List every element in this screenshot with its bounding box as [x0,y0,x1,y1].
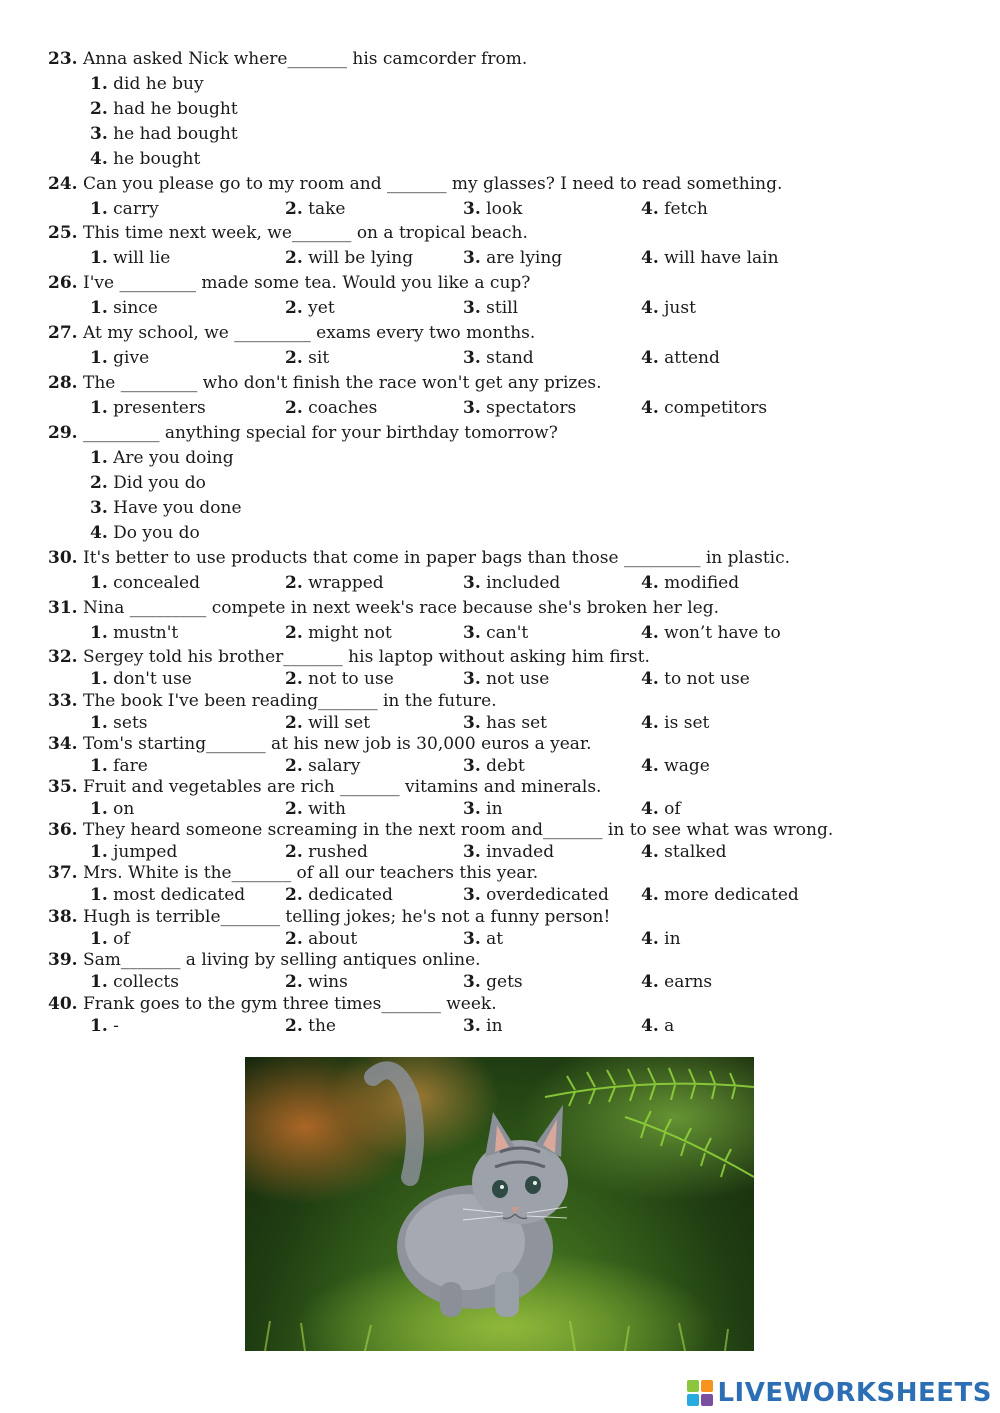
answer-option[interactable] [463,247,562,269]
answer-option[interactable] [641,1015,674,1037]
question-34 [48,733,592,755]
answer-option[interactable] [285,622,392,644]
option-text: attend [664,348,720,368]
answer-option[interactable] [90,73,204,95]
answer-option[interactable] [463,347,534,369]
option-number: 3. [463,298,481,318]
answer-option[interactable] [641,198,708,220]
answer-option[interactable] [90,712,148,734]
answer-option[interactable] [90,572,200,594]
question-29 [48,422,558,444]
question-27 [48,322,535,344]
liveworksheets-mark-icon [687,1380,713,1406]
option-number: 3. [463,348,481,368]
option-number: 1. [90,756,108,776]
option-number: 3. [463,842,481,862]
answer-option[interactable] [463,198,522,220]
option-text: Are you doing [113,448,234,468]
option-text: Do you do [113,523,200,543]
answer-option[interactable] [641,841,727,863]
question-number: 27. [48,323,78,343]
answer-option[interactable] [90,971,179,993]
question-number: 25. [48,223,78,243]
option-text: wage [664,756,710,776]
option-text: jumped [113,842,178,862]
option-text: since [113,298,158,318]
answer-option[interactable] [641,397,767,419]
option-number: 4. [641,713,659,733]
option-number: 3. [463,248,481,268]
option-number: 2. [285,799,303,819]
question-28 [48,372,602,394]
option-text: wrapped [308,573,384,593]
option-number: 2. [285,199,303,219]
question-text: _________ anything special for your birthday tomorrow? [82,423,558,443]
answer-option[interactable] [285,928,357,950]
answer-option[interactable] [641,928,681,950]
question-36 [48,819,833,841]
option-text: not to use [308,669,394,689]
option-number: 1. [90,885,108,905]
question-number: 39. [48,950,78,970]
option-number: 1. [90,398,108,418]
answer-option[interactable] [641,712,709,734]
option-number: 3. [463,573,481,593]
question-text: I've _________ made some tea. Would you like a cup? [82,273,531,293]
option-number: 3. [463,1016,481,1036]
answer-option[interactable] [463,928,503,950]
question-text: Sergey told his brother_______ his laptop without asking him first. [82,647,650,667]
option-text: will lie [113,248,171,268]
option-text: of [113,929,130,949]
option-text: collects [113,972,179,992]
option-number: 2. [285,248,303,268]
option-number: 1. [90,1016,108,1036]
answer-option[interactable] [463,622,528,644]
option-text: the [308,1016,336,1036]
question-number: 31. [48,598,78,618]
question-number: 36. [48,820,78,840]
answer-option[interactable] [463,884,609,906]
answer-option[interactable] [641,755,710,777]
option-number: 4. [641,756,659,776]
answer-option[interactable] [90,522,200,544]
answer-option[interactable] [463,971,523,993]
option-number: 2. [285,885,303,905]
option-number: 1. [90,929,108,949]
option-number: 3. [463,929,481,949]
option-number: 1. [90,248,108,268]
question-31 [48,597,719,619]
brand-name: LIVEWORKSHEETS [717,1378,992,1408]
option-number: 2. [285,842,303,862]
question-25 [48,222,528,244]
option-number: 2. [285,713,303,733]
answer-option[interactable] [641,572,739,594]
option-number: 2. [90,99,108,119]
option-text: fare [113,756,148,776]
option-text: gets [486,972,523,992]
question-number: 32. [48,647,78,667]
question-30 [48,547,790,569]
option-number: 1. [90,799,108,819]
kitten-photo [245,1057,754,1351]
option-number: 4. [641,298,659,318]
option-text: had he bought [113,99,238,119]
option-number: 1. [90,448,108,468]
option-text: more dedicated [664,885,799,905]
option-text: presenters [113,398,206,418]
question-number: 23. [48,49,78,69]
option-number: 3. [463,669,481,689]
option-text: he bought [113,149,201,169]
option-text: spectators [486,398,577,418]
option-text: will be lying [308,248,414,268]
question-26 [48,272,530,294]
answer-option[interactable] [90,148,200,170]
option-text: about [308,929,358,949]
question-35 [48,776,601,798]
question-23 [48,48,527,70]
question-text: This time next week, we_______ on a tropical beach. [82,223,528,243]
question-text: Hugh is terrible_______ telling jokes; he's not a funny person! [82,907,611,927]
answer-option[interactable] [463,397,576,419]
option-number: 1. [90,842,108,862]
option-text: stand [486,348,534,368]
option-text: in [664,929,681,949]
option-text: take [308,199,346,219]
option-text: most dedicated [113,885,246,905]
option-number: 1. [90,713,108,733]
answer-option[interactable] [641,347,720,369]
option-text: at [486,929,504,949]
question-24 [48,173,782,195]
option-number: 3. [463,756,481,776]
question-text: Can you please go to my room and _______ my glasses? I need to read something. [82,174,783,194]
answer-option[interactable] [90,928,130,950]
answer-option[interactable] [463,572,560,594]
answer-option[interactable] [90,755,148,777]
question-number: 26. [48,273,78,293]
option-number: 4. [641,885,659,905]
option-text: salary [308,756,361,776]
option-number: 4. [641,199,659,219]
option-number: 4. [641,929,659,949]
question-number: 24. [48,174,78,194]
option-number: 3. [463,623,481,643]
option-number: 3. [463,199,481,219]
question-number: 33. [48,691,78,711]
option-number: 2. [285,398,303,418]
question-number: 35. [48,777,78,797]
answer-option[interactable] [90,397,206,419]
option-text: coaches [308,398,378,418]
question-text: The _________ who don't finish the race won't get any prizes. [82,373,602,393]
answer-option[interactable] [285,297,335,319]
option-number: 4. [641,1016,659,1036]
answer-option[interactable] [90,297,158,319]
answer-option[interactable] [463,1015,503,1037]
answer-option[interactable] [463,755,525,777]
question-text: Frank goes to the gym three times_______ week. [82,994,497,1014]
answer-option[interactable] [90,347,149,369]
option-number: 3. [90,124,108,144]
option-number: 3. [463,972,481,992]
option-text: in [486,799,503,819]
question-text: Nina _________ compete in next week's race because she's broken her leg. [82,598,719,618]
option-text: dedicated [308,885,393,905]
answer-option[interactable] [90,247,170,269]
question-number: 38. [48,907,78,927]
answer-option[interactable] [463,712,547,734]
answer-option[interactable] [285,884,393,906]
answer-option[interactable] [90,884,245,906]
option-number: 3. [463,885,481,905]
question-text: Fruit and vegetables are rich _______ vitamins and minerals. [82,777,602,797]
option-text: Have you done [113,498,242,518]
option-number: 2. [285,972,303,992]
option-number: 2. [285,929,303,949]
option-text: just [664,298,696,318]
option-text: a [664,1016,675,1036]
question-number: 30. [48,548,78,568]
answer-option[interactable] [90,841,177,863]
option-text: fetch [664,199,708,219]
option-text: in [486,1016,503,1036]
answer-option[interactable] [285,572,384,594]
answer-option[interactable] [90,622,178,644]
option-number: 4. [641,842,659,862]
option-text: debt [486,756,525,776]
answer-option[interactable] [90,447,234,469]
option-number: 1. [90,573,108,593]
question-number: 34. [48,734,78,754]
question-text: It's better to use products that come in paper bags than those _________ in plastic. [82,548,791,568]
option-text: concealed [113,573,200,593]
answer-option[interactable] [641,884,799,906]
answer-option[interactable] [463,668,549,690]
question-37 [48,862,538,884]
option-text: has set [486,713,547,733]
answer-option[interactable] [285,1015,336,1037]
option-number: 2. [285,623,303,643]
option-number: 1. [90,298,108,318]
option-text: carry [113,199,159,219]
option-number: 2. [285,669,303,689]
option-number: 1. [90,972,108,992]
option-text: won’t have to [664,623,781,643]
option-text: - [113,1016,119,1036]
answer-option[interactable] [641,297,696,319]
option-number: 3. [463,713,481,733]
option-number: 4. [641,972,659,992]
option-text: yet [308,298,335,318]
option-text: stalked [664,842,727,862]
option-text: did he buy [113,74,204,94]
option-text: wins [308,972,348,992]
option-text: of [664,799,681,819]
option-text: with [308,799,346,819]
answer-option[interactable] [641,971,712,993]
option-text: included [486,573,561,593]
option-number: 3. [463,799,481,819]
question-text: They heard someone screaming in the next room and_______ in to see what was wrong. [82,820,834,840]
option-text: are lying [486,248,563,268]
answer-option[interactable] [285,841,368,863]
option-number: 1. [90,623,108,643]
option-text: Did you do [113,473,206,493]
option-text: mustn't [113,623,179,643]
answer-option[interactable] [90,123,238,145]
option-number: 4. [90,149,108,169]
answer-option[interactable] [285,971,348,993]
option-number: 2. [285,573,303,593]
option-number: 1. [90,669,108,689]
option-text: earns [664,972,713,992]
option-number: 2. [285,298,303,318]
option-text: still [486,298,519,318]
option-number: 4. [641,799,659,819]
option-number: 1. [90,199,108,219]
option-text: invaded [486,842,555,862]
option-number: 4. [641,348,659,368]
question-number: 37. [48,863,78,883]
answer-option[interactable] [285,712,370,734]
answer-option[interactable] [90,798,134,820]
question-39 [48,949,481,971]
question-number: 28. [48,373,78,393]
answer-option[interactable] [641,622,781,644]
option-text: competitors [664,398,768,418]
answer-option[interactable] [641,247,779,269]
option-number: 4. [641,248,659,268]
option-number: 1. [90,348,108,368]
option-text: will set [308,713,371,733]
question-text: Anna asked Nick where_______ his camcorder from. [82,49,528,69]
answer-option[interactable] [285,347,329,369]
answer-option[interactable] [90,668,192,690]
answer-option[interactable] [463,798,503,820]
answer-option[interactable] [463,297,518,319]
option-number: 4. [641,669,659,689]
question-number: 29. [48,423,78,443]
option-text: modified [664,573,740,593]
option-number: 2. [285,756,303,776]
question-38 [48,906,610,928]
option-number: 3. [463,398,481,418]
option-text: don't use [113,669,192,689]
question-text: Mrs. White is the_______ of all our teachers this year. [82,863,539,883]
option-text: sets [113,713,148,733]
option-text: might not [308,623,392,643]
option-number: 2. [285,1016,303,1036]
option-text: he had bought [113,124,238,144]
answer-option[interactable] [285,247,413,269]
question-text: The book I've been reading_______ in the future. [82,691,497,711]
option-text: sit [308,348,330,368]
answer-option[interactable] [90,472,206,494]
option-text: on [113,799,135,819]
option-number: 4. [641,398,659,418]
option-number: 4. [641,623,659,643]
answer-option[interactable] [285,798,346,820]
question-text: At my school, we _________ exams every two months. [82,323,536,343]
question-text: Tom's starting_______ at his new job is 30,000 euros a year. [82,734,592,754]
option-number: 1. [90,74,108,94]
answer-option[interactable] [641,798,681,820]
answer-option[interactable] [285,397,377,419]
answer-option[interactable] [90,1015,119,1037]
option-text: give [113,348,150,368]
option-number: 3. [90,498,108,518]
option-text: not use [486,669,550,689]
option-text: overdedicated [486,885,609,905]
option-number: 2. [90,473,108,493]
option-text: can't [486,623,529,643]
option-text: rushed [308,842,368,862]
question-text: Sam_______ a living by selling antiques online. [82,950,481,970]
option-text: will have lain [664,248,779,268]
option-number: 4. [641,573,659,593]
answer-option[interactable] [285,198,346,220]
question-number: 40. [48,994,78,1014]
answer-option[interactable] [285,755,360,777]
liveworksheets-logo[interactable] [687,1378,992,1408]
answer-option[interactable] [90,497,242,519]
answer-option[interactable] [285,668,394,690]
option-text: to not use [664,669,750,689]
option-text: look [486,199,523,219]
answer-option[interactable] [90,198,159,220]
answer-option[interactable] [90,98,238,120]
question-33 [48,690,497,712]
option-number: 4. [90,523,108,543]
question-32 [48,646,650,668]
answer-option[interactable] [641,668,750,690]
answer-option[interactable] [463,841,554,863]
question-40 [48,993,497,1015]
option-number: 2. [285,348,303,368]
option-text: is set [664,713,710,733]
